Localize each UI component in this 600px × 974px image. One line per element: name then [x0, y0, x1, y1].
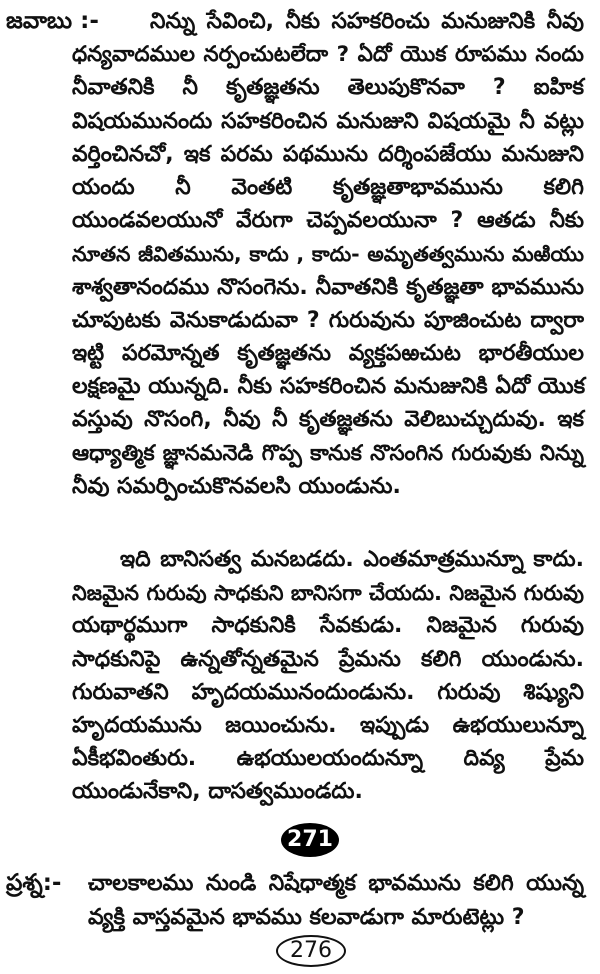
text-line: నూతన జీవితమును, కాదు , కాదు- అమృతత్వమును మఱియు: [72, 242, 584, 267]
text-line: వర్తించినచో, ఇక పరమ పథమును దర్శింపజేయు మనుజుని: [72, 141, 584, 167]
text-line: నిజమైన గురువు సాధకుని బానిసగా చేయదు. నిజమైన గురువు: [72, 581, 584, 606]
text-line: ఏకీభవింతురు. ఉభయులయందున్నూ దివ్య ప్రేమ: [72, 746, 584, 772]
text-line: యుండునేకాని, దాసత్వముండదు.: [72, 779, 363, 805]
text-line: యందు నీ వెంతటి కృతజ్ఞతాభావమును కలిగి: [72, 175, 584, 200]
text-line: లక్షణమై యున్నది. నీకు సహకరించిన మనుజునికి ఏదో యొక: [72, 374, 586, 400]
page-number: 276: [276, 935, 346, 967]
text-line: హృదయమును జయించును. ఇప్పుడు ఉభయులున్నూ: [72, 713, 584, 738]
text-line: ఆధ్యాత్మిక జ్ఞానమనెడి గొప్ప కానుక నొసంగిన గురువుకు నిన్ను: [72, 440, 584, 466]
text-line: శాశ్వతానందము నొసంగెను. నీవాతనికి కృతజ్ఞతా భావమును: [72, 274, 584, 300]
text-line: చాలకాలము నుండి నిషేధాత్మక భావమును కలిగి యున్న: [88, 871, 584, 896]
text-line: ధన్యవాదముల నర్పంచుటలేదా ? ఏదో యొక రూపము నందు: [72, 42, 584, 68]
text-line: సాధకునిపై ఉన్నతోన్నతమైన ప్రేమను కలిగి యుండును.: [72, 646, 584, 672]
text-line: ఇది బానిసత్వ మనబడదు. ఎంతమాత్రమున్నూ కాదు.: [120, 547, 584, 572]
text-line: చూపుటకు వెనుకాడుదువా ? గురువును పూజించుట ద్వారా: [72, 307, 584, 333]
text-line: నీవు సమర్పించుకొనవలసి యుండును.: [72, 473, 401, 499]
text-line: నీవాతనికి నీ కృతజ్ఞతను తెలుపుకొనవా ? ఐహిక: [72, 75, 584, 101]
text-line: గురువాతని హృదయమునందుండును. గురువు శిష్యుని: [72, 679, 584, 705]
text-line: నిన్ను సేవించి, నీకు సహకరించు మనుజునికి నీవు: [150, 9, 584, 34]
sequence-number-badge: 271: [281, 823, 339, 857]
text-line: యుండవలయునో వేరుగా చెప్పవలయునా ? ఆతడు నీకు: [72, 208, 584, 234]
text-line: వ్యక్తి వాస్తవమైన భావము కలవాడుగా మారుటెట్లు ?: [88, 905, 525, 930]
text-line: ఇట్టి పరమోన్నత కృతజ్ఞతను వ్యక్తపఱచుట భారతీయుల: [72, 341, 584, 366]
question-label: ప్రశ్న:-: [6, 870, 62, 896]
answer-label: జవాబు :-: [6, 8, 99, 34]
text-line: వస్తువు నొసంగి, నీవు నీ కృతజ్ఞతను వెలిబుచ్చుదువు. ఇక: [72, 407, 584, 433]
text-line: విషయమునందు సహకరించిన మనుజుని విషయమై నీ వట్లు: [72, 108, 584, 134]
text-line: యథార్థముగా సాధకునికి సేవకుడు. నిజమైన గురువు: [72, 613, 584, 639]
